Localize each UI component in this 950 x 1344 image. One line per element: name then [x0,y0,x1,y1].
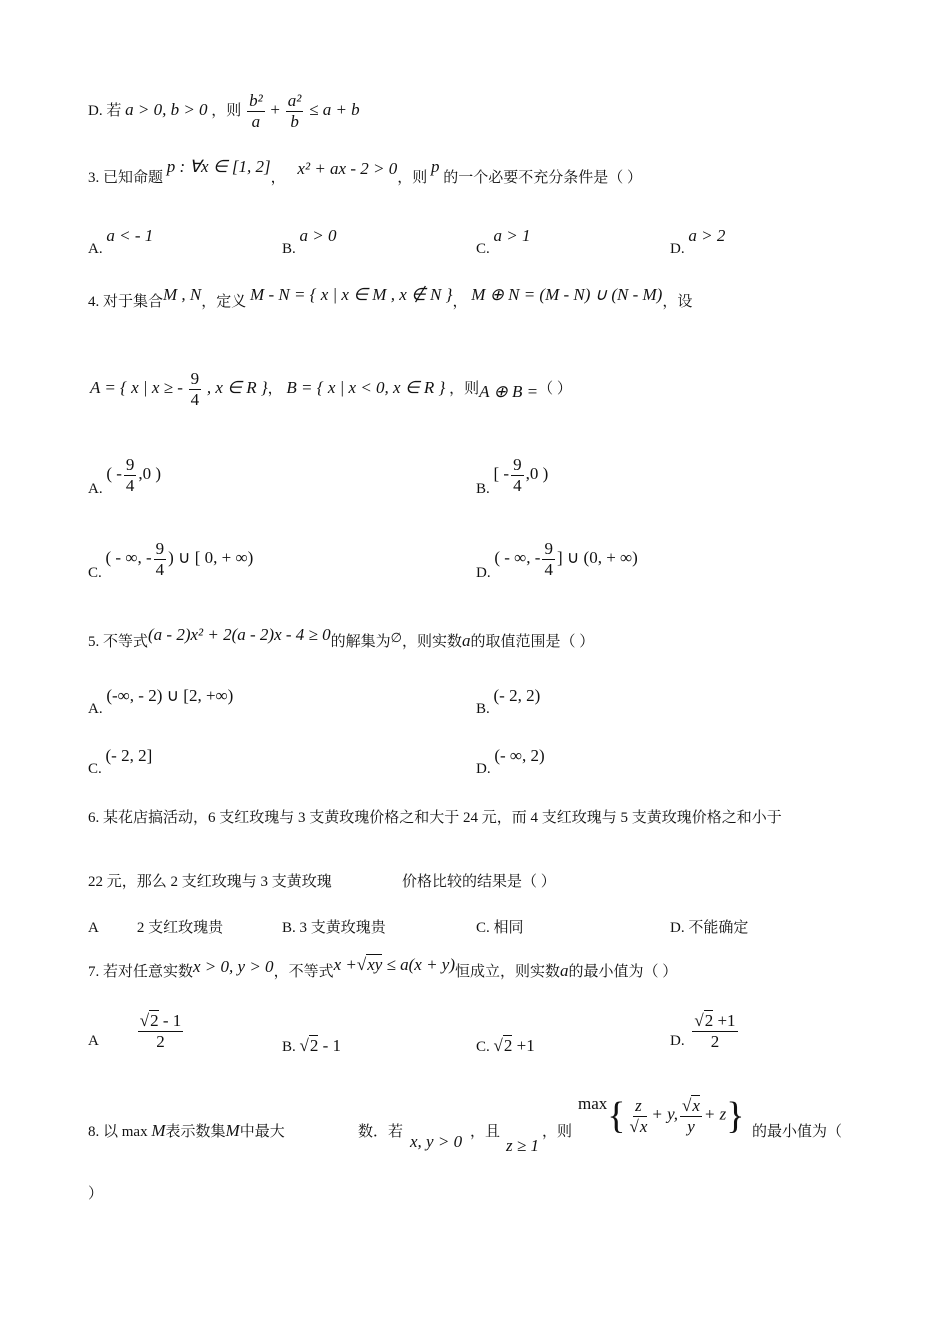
q8-m2: M [225,1121,240,1140]
q2d-fraction-2 [286,92,304,131]
q4-stem-line1 [88,285,693,311]
option-text: 3 支黄玫瑰贵 [299,920,386,936]
option-label: B. [282,1039,296,1055]
frac-num: 9 [190,369,200,388]
option-post: ] ∪ (0, + ∞) [556,547,638,567]
option-math: √2 - 1 [299,1036,342,1055]
q3-stem-a: 3. 已知命题 [88,170,164,186]
option-label: A. [88,480,103,497]
q7-option-c[interactable] [476,1036,535,1056]
q4-ask: A ⊕ B = [479,381,539,401]
frac-den: 4 [190,389,200,409]
option-label: A. [88,241,103,257]
q4-option-a[interactable] [88,456,161,495]
frac-num: z [635,1095,642,1115]
q7-option-d[interactable] [670,1012,740,1051]
option-rest: - 1 [162,1011,182,1030]
q8-stem [88,1120,285,1141]
radicand: x [692,1095,700,1115]
option-rest: - 1 [322,1036,342,1055]
q4-set-b: B = { x | x < 0, x ∈ R } [286,377,446,397]
q3-stem [88,157,642,187]
q2d-fraction-1 [247,92,265,131]
option-text: 不能确定 [688,920,749,936]
q3-option-a[interactable] [88,226,154,257]
q3-inequality: x² + ax - 2 > 0 [297,159,398,178]
option-pre: ( - ∞, - [105,547,152,567]
option-rest: +1 [717,1011,736,1030]
q5-a: a [462,631,471,650]
q4-stem-b: ，定义 [201,294,247,310]
q8-term-1: + y, [651,1104,679,1124]
q2d-label: D. 若 [88,102,122,119]
q4-stem-e: ，则 [449,380,480,397]
option-label: C. [476,241,490,257]
q5-inequality: (a - 2)x² + 2(a - 2)x - 4 ≥ 0 [148,625,331,644]
q8-stem-f: ，则 [542,1124,573,1140]
q8-stem-c: 中最大 [239,1124,285,1140]
radicand: x [639,1116,648,1136]
option-label: C. [88,761,102,777]
q7-stem-a: 7. 若对任意实数 [88,964,194,980]
option-fraction [138,1012,184,1051]
q6-stem-line1: 6. 某花店搞活动，6 支红玫瑰与 3 支黄玫瑰价格之和大于 24 元，而 4 支红玫瑰与 5 支黄玫瑰价格之和小于 [88,810,782,826]
q3-comma: ， [270,170,286,186]
q4-set-a-pre: A = { x | x ≥ - [90,377,183,397]
q4-set-a-fraction [189,370,202,409]
option-label: D. [670,920,685,936]
q4-stem-c: ， [452,294,468,310]
q5-stem [88,625,595,651]
option-rest: +1 [516,1036,535,1055]
q4-set-a-post: , x ∈ R } [206,377,268,397]
frac-den: 2 [710,1031,720,1051]
q7-stem [88,955,678,981]
q5-option-d[interactable] [476,746,545,777]
frac-den: 2 [156,1031,165,1051]
q8-condition-2 [506,1136,539,1156]
q5-empty-set: ∅ [390,630,402,645]
q2d-condition: a > 0, b > 0 [125,99,208,119]
q4-stem-a: 4. 对于集合 [88,294,164,310]
q4-option-c[interactable] [88,540,253,579]
frac-den: 4 [155,559,165,579]
option-fraction [124,456,137,495]
option-text: 相同 [493,920,524,936]
q3-stem-c: 的一个必要不充分条件是（ ） [443,170,642,186]
option-label: A [88,1032,99,1049]
q3-option-b[interactable] [282,226,337,257]
frac-num: 9 [513,455,522,474]
q8-m1: M [151,1121,166,1140]
option-label: A [88,920,99,936]
q7-stem-b: ，不等式 [273,964,334,980]
frac-num: √2 +1 [694,1011,736,1030]
q3-stem-b: ，则 [397,170,428,186]
option-post: ,0 ) [138,463,162,483]
q5-stem-c: ，则实数 [401,634,462,650]
q4-stem-d: ，设 [662,294,693,310]
frac-den: √x [629,1116,648,1136]
option-pre: ( - [106,463,122,483]
q8-stem-h: ） [88,1186,104,1202]
q2d-rhs: ≤ a + b [309,99,360,119]
q4-stem-line2 [90,370,572,409]
q8-stem-b: 表示数集 [165,1124,226,1140]
option-math: √2 +1 [493,1036,535,1055]
q5-option-a[interactable] [88,686,234,717]
option-math: a > 0 [299,226,337,245]
q7-option-a[interactable] [88,1012,185,1051]
option-text: 2 支红玫瑰贵 [136,920,224,936]
option-label: B. [476,480,490,497]
option-label: B. [282,920,296,936]
q8-cond2: z ≥ 1 [506,1136,539,1155]
q4-def-symmetric: M ⊕ N = (M - N) ∪ (N - M) [471,285,663,304]
q2d-den2: b [290,111,299,131]
q7-inequality: x +√xy ≤ a(x + y) [333,955,456,974]
q2d-sep: ，则 [211,102,242,119]
q8-stem-e: ，且 [470,1124,501,1140]
q8-max-expression [578,1094,745,1138]
option-label: C. [476,1039,490,1055]
option-fraction [511,456,524,495]
q2d-num1: b² [249,91,263,110]
frac-num: 9 [155,539,165,558]
frac-den: y [687,1116,695,1136]
q8-fraction-1 [628,1097,650,1136]
q7-stem-d: 的最小值为（ ） [568,964,678,980]
q6-stem-line2a: 22 元，那么 2 支红玫瑰与 3 支黄玫瑰 [88,874,332,890]
q7-a: a [560,961,569,980]
q5-option-b[interactable] [476,686,541,717]
radicand: 2 [309,1036,319,1055]
q5-stem-b: 的解集为 [330,634,391,650]
q2d-plus: + [270,99,281,119]
q4-sep: ， [267,380,283,397]
option-math: (- 2, 2) [493,686,541,705]
q7-ineq-b: ≤ a(x + y) [386,955,456,974]
q8-brace-right: } [726,1095,745,1137]
q3-p-def: p : ∀x ∈ [1, 2] [166,157,271,176]
q6-option-b[interactable] [282,916,386,937]
frac-den: 4 [544,559,553,579]
q8-term-2: + z [703,1104,727,1124]
q3-option-c[interactable] [476,226,531,257]
option-label: D. [670,241,685,257]
radicand: 2 [704,1011,714,1030]
q4-option-d[interactable] [476,540,638,579]
q8-fraction-2 [680,1097,702,1136]
radicand: 2 [150,1011,159,1030]
option-pre: [ - [493,463,510,483]
q8-condition-1 [410,1132,462,1152]
option-label: D. [670,1032,685,1049]
option-fraction [542,540,555,579]
q8-cond1: x, y > 0 [410,1132,463,1151]
q4-paren: （ ） [538,380,572,397]
option-fraction [154,540,167,579]
q2d-den1: a [251,111,261,131]
q4-mn: M , N [163,285,202,304]
option-label: D. [476,761,491,777]
q5-stem-a: 5. 不等式 [88,634,149,650]
option-math: (-∞, - 2) ∪ [2, +∞) [106,686,234,705]
q7-radicand: xy [367,955,383,974]
frac-den: 4 [513,475,522,495]
option-pre: ( - ∞, - [494,547,541,567]
option-label: B. [476,701,490,717]
option-post: ) ∪ [ 0, + ∞) [168,547,254,567]
q7-stem-c: 恒成立，则实数 [455,964,561,980]
q3-p: p [430,157,440,176]
q8-stem-d: 数．若 [358,1124,404,1140]
option-label: C. [88,564,102,581]
q8-max: max [578,1094,608,1114]
q4-option-b[interactable] [476,456,548,495]
frac-num: √x [682,1095,700,1115]
q7-ineq-a: x + [333,955,357,974]
frac-num: 9 [544,539,553,558]
q5-stem-d: 的取值范围是（ ） [470,634,595,650]
frac-num: √2 - 1 [139,1011,182,1030]
q6-option-a[interactable] [88,916,223,937]
q6-stem-line2b: 价格比较的结果是（ ） [402,874,556,890]
q4-def-difference: M - N = { x | x ∈ M , x ∉ N } [250,285,453,304]
q6-option-c[interactable] [476,916,524,937]
option-label: C. [476,920,490,936]
option-math: a < - 1 [106,226,154,245]
option-math: a > 2 [688,226,726,245]
q7-condition: x > 0, y > 0 [193,957,274,976]
q6-option-d[interactable] [670,916,748,937]
q8-brace-left: { [607,1095,626,1137]
q7-option-b[interactable] [282,1036,341,1056]
q2-option-d[interactable] [88,92,360,131]
frac-num: 9 [125,455,135,474]
option-math: a > 1 [493,226,531,245]
option-math: (- ∞, 2) [494,746,545,765]
q5-option-c[interactable] [88,746,153,777]
option-post: ,0 ) [525,463,549,483]
q2d-num2: a² [287,91,302,110]
frac-den: 4 [125,475,135,495]
q8-stem-g: 的最小值为（ [752,1124,843,1140]
option-math: (- 2, 2] [105,746,153,765]
radicand: 2 [503,1036,513,1055]
q3-option-d[interactable] [670,226,726,257]
option-fraction [692,1012,737,1051]
q8-stem-a: 8. 以 max [88,1124,148,1140]
option-label: B. [282,241,296,257]
option-label: D. [476,564,491,581]
option-label: A. [88,701,103,717]
